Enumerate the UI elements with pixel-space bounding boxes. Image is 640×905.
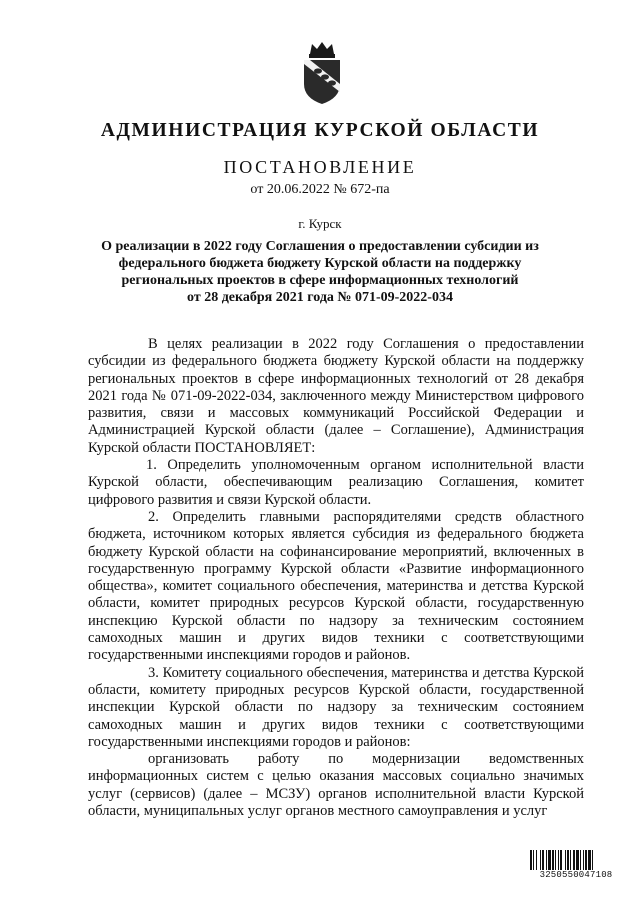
paragraph-preamble: В целях реализации в 2022 году Соглашения о предоставлении субсидии из федерального бюджета бюджету Курской области на поддержку региональных проектов в сфере информационных технологий от 28 декабря 2021 года № 071-09-2022-034, заключенного между Министерством цифрового развития, связи и массовых коммуникаций Российской Федерации и Администрацией Курской области (далее – Соглашение), Администрация Курской области ПОСТАНОВЛЯЕТ: [88, 336, 584, 456]
document-date-number: от 20.06.2022 № 672-па [250, 182, 390, 197]
paragraph-item-3-sub: организовать работу по модернизации ведомственных информационных систем с целью оказания массовых социально значимых услуг (сервисов) (далее – МСЗУ) органов исполнительной власти Курской области, муниципальных услуг органов местного самоуправления и услуг [88, 751, 584, 820]
document-city: г. Курск [298, 216, 342, 231]
document-type: ПОСТАНОВЛЕНИЕ [223, 157, 417, 177]
kursk-coat-of-arms-icon [298, 40, 346, 106]
paragraph-item-2: 2. Определить главными распорядителями средств областного бюджета, источником которых является субсидия из федерального бюджета бюджету Курской области на софинансирование мероприятий, включенных в государственную программу Курской области «Развитие информационного общества», комитет социального обеспечения, материнства и детства Курской области, комитет природных ресурсов Курской области, государственную инспекцию Курской области по надзору за техническим состоянием самоходных машин и других видов техники с соответствующими государственными инспекциями городов и районов. [88, 508, 584, 664]
title-line: О реализации в 2022 году Соглашения о предоставлении субсидии из [101, 239, 539, 254]
barcode-number: 3250550047108 [539, 870, 613, 880]
document-title [100, 238, 540, 306]
title-line: региональных проектов в сфере информационных технологий [121, 273, 519, 288]
organization-name: АДМИНИСТРАЦИЯ КУРСКОЙ ОБЛАСТИ [100, 120, 540, 141]
document-body [88, 336, 584, 820]
barcode-icon [530, 850, 622, 870]
paragraph-item-1: 1. Определить уполномоченным органом исполнительной власти Курской области, обеспечивающим реализацию Соглашения, комитет цифрового развития и связи Курской области. [88, 457, 584, 508]
paragraph-item-3: 3. Комитету социального обеспечения, материнства и детства Курской области, комитету природных ресурсов Курской области, государственной инспекции Курской области по надзору за техническим состоянием самоходных машин и других видов техники с соответствующими государственными инспекциями городов и районов: [88, 664, 584, 750]
title-line: от 28 декабря 2021 года № 071-09-2022-034 [187, 290, 453, 305]
barcode [530, 850, 622, 880]
title-line: федерального бюджета бюджету Курской области на поддержку [118, 256, 522, 271]
